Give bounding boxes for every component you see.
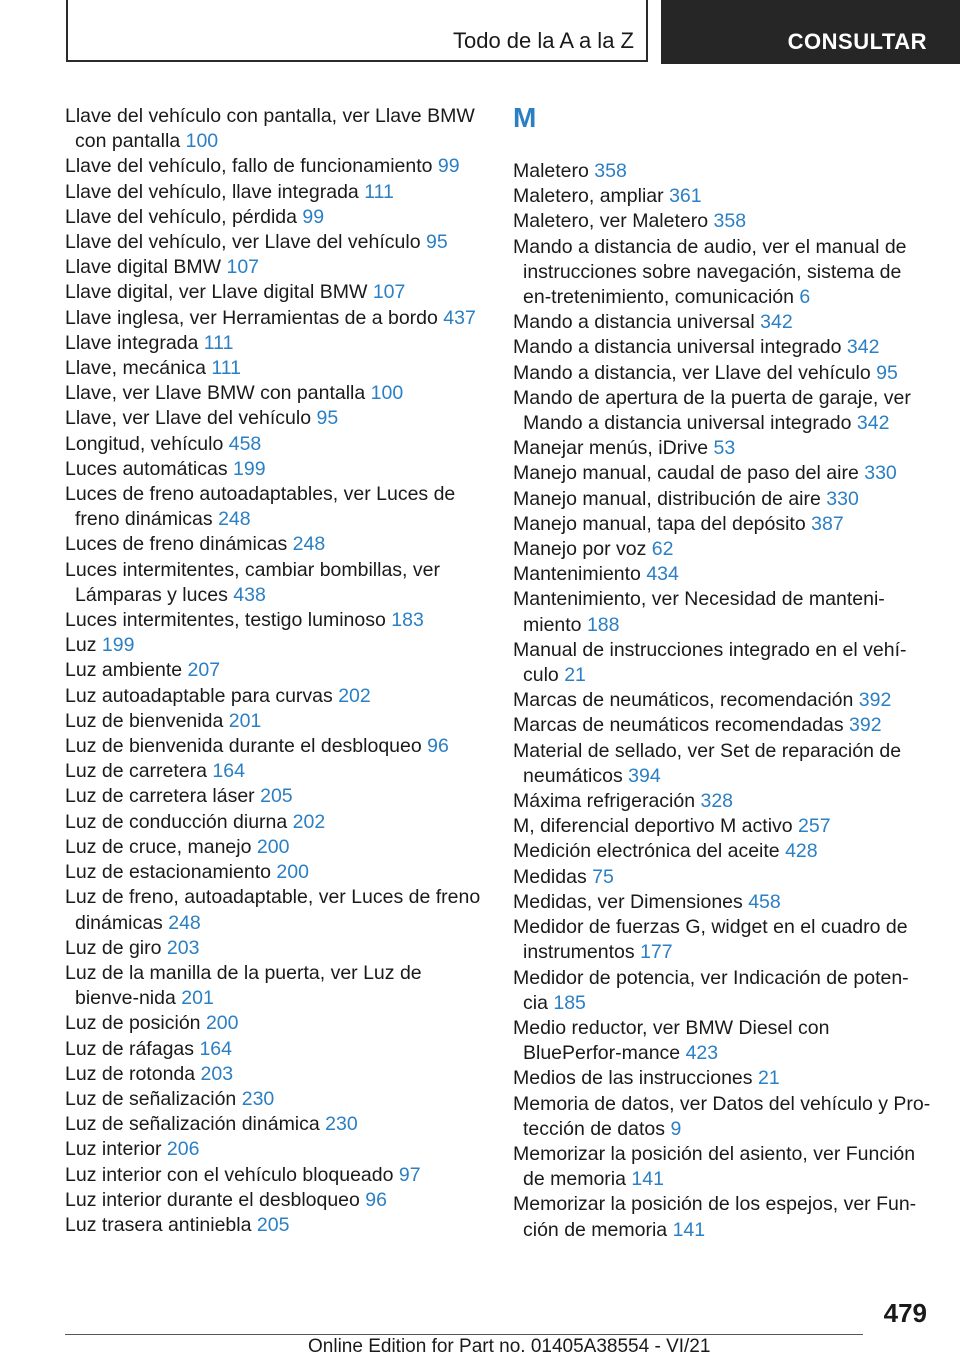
index-entry — [513, 688, 933, 713]
index-entry-page-link[interactable]: 328 — [700, 790, 734, 813]
index-entry-text: Mando a distancia de audio, ver el manual de instrucciones sobre navegación, sistema de en-tretenimiento, comunicación — [513, 235, 907, 309]
index-entry-page-link[interactable]: 458 — [748, 890, 781, 913]
index-entry-page-link[interactable]: 96 — [365, 1188, 387, 1211]
section-tab[interactable] — [661, 0, 960, 64]
index-entry-text: Luces de freno autoadaptables, ver Luces de freno dinámicas — [65, 483, 456, 531]
index-entry-text: Mando de apertura de la puerta de garaje, ver Mando a distancia universal integrado — [513, 386, 911, 435]
index-entry — [65, 356, 485, 381]
index-entry-page-link[interactable]: 394 — [628, 764, 661, 787]
index-entry — [65, 1188, 485, 1213]
index-entry-text: Mantenimiento, ver Necesidad de manteni-miento — [513, 588, 885, 636]
index-entry-text: Medidor de potencia, ver Indicación de poten-cia — [513, 966, 909, 1014]
index-entry-text: Medición electrónica del aceite — [513, 840, 780, 863]
index-entry-text: Llave integrada — [65, 331, 199, 354]
index-entry — [513, 537, 933, 562]
index-entry — [65, 482, 485, 532]
index-entry-page-link[interactable]: 107 — [226, 256, 260, 279]
index-entry — [513, 839, 933, 864]
index-entry-page-link[interactable]: 111 — [364, 180, 394, 203]
index-entry-page-link[interactable]: 330 — [864, 462, 897, 485]
index-entry-page-link[interactable]: 434 — [646, 563, 679, 586]
index-entry — [65, 1137, 485, 1162]
index-entry-page-link[interactable]: 188 — [586, 613, 620, 636]
index-entry-page-link[interactable]: 200 — [276, 861, 309, 884]
index-entry — [65, 104, 485, 154]
index-entry-text: Llave inglesa, ver Herramientas de a bordo — [65, 306, 438, 329]
index-entry-page-link[interactable]: 342 — [856, 412, 890, 435]
index-entry — [513, 335, 933, 360]
index-entry-text: Mando a distancia universal — [513, 311, 755, 334]
index-entry-text: Memoria de datos, ver Datos del vehículo y Pro-tección de datos — [513, 1092, 931, 1140]
index-entry-page-link[interactable]: 95 — [876, 361, 898, 384]
index-entry-page-link[interactable]: 200 — [256, 835, 290, 858]
index-entry — [65, 608, 485, 633]
index-entry — [513, 235, 933, 311]
index-entry-text: Luz de carretera láser — [65, 785, 255, 808]
index-entry-text: Luces intermitentes, testigo luminoso — [65, 609, 386, 632]
index-entry-page-link[interactable]: 392 — [849, 714, 882, 737]
index-entry — [65, 860, 485, 885]
index-entry-page-link[interactable]: 358 — [713, 210, 747, 233]
index-entry-page-link[interactable]: 100 — [370, 382, 404, 405]
index-entry — [513, 461, 933, 486]
index-entry-text: Luz de freno, autoadaptable, ver Luces de freno dinámicas — [65, 886, 481, 934]
index-entry-page-link[interactable]: 248 — [218, 508, 251, 531]
index-entry-page-link[interactable]: 164 — [199, 1037, 232, 1060]
index-tab[interactable] — [66, 0, 648, 62]
index-entry-page-link[interactable]: 111 — [203, 331, 234, 354]
index-entry — [65, 432, 485, 457]
index-entry-text: Llave, ver Llave BMW con pantalla — [65, 382, 366, 405]
index-entry — [65, 684, 485, 709]
index-entry-page-link[interactable]: 205 — [260, 785, 293, 808]
index-entry-text: Memorizar la posición del asiento, ver Función de memoria — [513, 1142, 916, 1191]
index-entry — [65, 154, 485, 179]
index-entry-text: Medidas, ver Dimensiones — [513, 890, 743, 913]
footer-divider — [65, 1334, 863, 1335]
index-entry — [513, 587, 933, 637]
index-entry-text: Luz de cruce, manejo — [65, 835, 252, 858]
index-entry-text: Luz ambiente — [65, 659, 183, 682]
index-entry — [65, 532, 485, 557]
index-entry-text: Llave del vehículo, pérdida — [65, 205, 297, 228]
index-entry — [65, 205, 485, 230]
index-entry-page-link[interactable]: 97 — [398, 1163, 421, 1186]
index-entry-text: Maletero, ver Maletero — [513, 210, 709, 233]
index-entry-page-link[interactable]: 62 — [651, 538, 674, 561]
index-entry-text: Luces automáticas — [65, 457, 228, 480]
index-entry-text: Luz interior — [65, 1138, 162, 1161]
index-entry — [513, 310, 933, 335]
index-entry-page-link[interactable]: 342 — [846, 336, 880, 359]
index-entry — [65, 1112, 485, 1137]
index-entry — [513, 386, 933, 436]
index-entry-page-link[interactable]: 458 — [228, 432, 262, 455]
index-entry-text: Luz de ráfagas — [65, 1037, 195, 1060]
index-entry-page-link[interactable]: 206 — [166, 1138, 200, 1161]
index-entry-page-link[interactable]: 96 — [427, 735, 449, 758]
index-entry — [513, 562, 933, 587]
index-entry-text: Llave digital BMW — [65, 256, 222, 279]
index-entry-text: Llave del vehículo, fallo de funcionamiento — [65, 155, 433, 178]
index-entry-text: Mantenimiento — [513, 563, 641, 586]
index-entry — [65, 633, 485, 658]
index-entry-text: Máxima refrigeración — [513, 790, 696, 813]
index-entry — [65, 406, 485, 431]
index-entry — [65, 1062, 485, 1087]
index-entry-page-link[interactable]: 203 — [200, 1062, 234, 1085]
index-entry-text: Manejo manual, distribución de aire — [513, 487, 821, 510]
index-entry — [65, 784, 485, 809]
index-tab-label: Todo de la A a la Z — [452, 28, 634, 53]
index-entry-page-link[interactable]: 202 — [292, 810, 326, 833]
index-entry-text: Luz de señalización dinámica — [65, 1113, 320, 1136]
index-entry — [65, 381, 485, 406]
index-entry — [513, 209, 933, 234]
index-entry-text: Manejo por voz — [513, 538, 647, 561]
index-entry-text: Llave, ver Llave del vehículo — [65, 407, 312, 430]
index-entry — [513, 739, 933, 789]
index-entry-page-link[interactable]: 53 — [713, 437, 736, 460]
index-entry — [513, 159, 933, 184]
index-entry-text: Llave del vehículo, llave integrada — [65, 180, 359, 203]
index-entry — [513, 512, 933, 537]
index-entry — [65, 1163, 485, 1188]
index-entry — [65, 306, 485, 331]
index-entry — [513, 713, 933, 738]
index-entry-text: Material de sellado, ver Set de reparación de neumáticos — [513, 739, 902, 787]
index-entry-text: Llave del vehículo, ver Llave del vehículo — [65, 231, 421, 254]
index-entry — [513, 436, 933, 461]
index-entry-page-link[interactable]: 164 — [212, 760, 245, 783]
index-entry-text: Luces intermitentes, cambiar bombillas, ver Lámparas y luces — [65, 558, 440, 606]
index-entry-text: Maletero, ampliar — [513, 185, 664, 208]
index-entry-text: Luz trasera antiniebla — [65, 1213, 252, 1236]
index-entry-page-link[interactable]: 438 — [233, 583, 266, 606]
index-entry-page-link[interactable]: 437 — [443, 306, 476, 329]
index-entry-text: Marcas de neumáticos, recomendación — [513, 689, 854, 712]
index-letter-heading: M — [513, 102, 537, 133]
index-entry — [513, 1016, 933, 1066]
index-entry-page-link[interactable]: 6 — [799, 286, 811, 309]
index-entry-page-link[interactable]: 201 — [228, 709, 262, 732]
index-entry-text: Llave, mecánica — [65, 357, 206, 380]
index-entry-page-link[interactable]: 257 — [798, 815, 831, 838]
index-entry-page-link[interactable]: 361 — [669, 185, 702, 208]
index-entry-text: Luz de bienvenida — [65, 709, 224, 732]
index-entry-page-link[interactable]: 95 — [425, 231, 448, 254]
index-entry-text: Manejar menús, iDrive — [513, 437, 709, 460]
index-entry — [65, 734, 485, 759]
index-entry-page-link[interactable]: 75 — [592, 865, 614, 888]
index-entry-page-link[interactable]: 423 — [685, 1042, 719, 1065]
page-number: 479 — [883, 1298, 927, 1328]
index-entry-page-link[interactable]: 111 — [211, 357, 241, 380]
index-entry — [65, 1213, 485, 1238]
index-entry-page-link[interactable]: 100 — [185, 130, 219, 153]
index-entry-page-link[interactable]: 358 — [594, 160, 627, 182]
index-entry-text: Llave digital, ver Llave digital BMW — [65, 281, 368, 304]
index-entry-page-link[interactable]: 21 — [564, 664, 586, 687]
index-entry-text: Luz de conducción diurna — [65, 810, 288, 833]
index-entry — [513, 915, 933, 965]
index-entry-text: Mando a distancia universal integrado — [513, 336, 842, 359]
index-entry — [513, 865, 933, 890]
index-entry — [513, 638, 933, 688]
index-entry-page-link[interactable]: 9 — [670, 1117, 682, 1140]
index-entry-text: Luz de rotonda — [65, 1062, 196, 1085]
footer-edition: Online Edition for Part no. 01405A38554 - VI/21 — [308, 1336, 711, 1357]
index-entry — [513, 1066, 933, 1091]
index-entry — [65, 1037, 485, 1062]
index-entry — [65, 180, 485, 205]
index-entry-page-link[interactable]: 248 — [292, 533, 326, 556]
index-entry-text: Llave del vehículo con pantalla, ver Llave BMW con pantalla — [65, 105, 475, 153]
index-entry-page-link[interactable]: 205 — [256, 1213, 290, 1236]
index-entry — [513, 1192, 933, 1242]
index-entry — [513, 890, 933, 915]
index-entry-text: Mando a distancia, ver Llave del vehículo — [513, 361, 871, 384]
index-entry-page-link[interactable]: 207 — [187, 659, 221, 682]
index-entry-text: M, diferencial deportivo M activo — [513, 815, 793, 838]
section-tab-label: CONSULTAR — [787, 29, 927, 54]
index-column-left — [65, 104, 485, 1238]
index-entry — [513, 1142, 933, 1192]
index-entry-text: Luz de giro — [65, 936, 162, 959]
index-entry-text: Luces de freno dinámicas — [65, 533, 288, 556]
index-entry-text: Marcas de neumáticos recomendadas — [513, 714, 844, 737]
index-entry — [65, 280, 485, 305]
index-entry-text: Luz de posición — [65, 1012, 201, 1035]
index-entry-text: Luz de carretera — [65, 760, 207, 783]
index-entry-page-link[interactable]: 107 — [372, 281, 406, 304]
index-entry-text: Luz de señalización — [65, 1087, 237, 1110]
index-entry-page-link[interactable]: 428 — [785, 840, 818, 863]
index-entry-page-link[interactable]: 230 — [325, 1113, 358, 1136]
index-entry-text: Luz autoadaptable para curvas — [65, 684, 333, 707]
index-entry — [513, 966, 933, 1016]
index-entry-page-link[interactable]: 141 — [672, 1218, 706, 1241]
index-entry-page-link[interactable]: 248 — [168, 911, 201, 934]
index-entry — [65, 1011, 485, 1036]
index-entry — [65, 885, 485, 935]
index-entry-page-link[interactable]: 177 — [640, 941, 673, 964]
index-entry-text: Medidor de fuerzas G, widget en el cuadro de instrumentos — [513, 916, 908, 964]
index-entry-page-link[interactable]: 95 — [316, 407, 339, 430]
index-entry-text: Medios de las instrucciones — [513, 1067, 753, 1090]
page-header — [0, 0, 960, 66]
index-entry — [65, 230, 485, 255]
index-entry-text: Manejo manual, caudal de paso del aire — [513, 462, 859, 485]
index-entry-page-link[interactable]: 201 — [181, 987, 214, 1010]
index-entry — [65, 810, 485, 835]
index-entry — [513, 361, 933, 386]
index-entry — [65, 709, 485, 734]
index-entry-text: Luz de bienvenida durante el desbloqueo — [65, 735, 422, 758]
index-entry-page-link[interactable]: 203 — [166, 936, 200, 959]
index-entry-text: Luz — [65, 634, 97, 657]
index-entry — [65, 255, 485, 280]
index-entry-page-link[interactable]: 199 — [101, 634, 135, 657]
index-entry — [65, 759, 485, 784]
index-entry-page-link[interactable]: 342 — [760, 311, 793, 334]
index-entry-page-link[interactable]: 202 — [338, 684, 371, 707]
index-entry-text: Luz interior durante el desbloqueo — [65, 1188, 360, 1211]
index-entry — [65, 457, 485, 482]
index-entry — [513, 789, 933, 814]
index-entry-text: Maletero — [513, 160, 589, 182]
index-entry-page-link[interactable]: 141 — [631, 1168, 664, 1191]
index-entry — [65, 961, 485, 1011]
index-entry-page-link[interactable]: 199 — [233, 457, 266, 480]
index-entry-text: Luz de estacionamiento — [65, 861, 271, 884]
index-entry-page-link[interactable]: 330 — [826, 487, 859, 510]
index-entry-text: Luz interior con el vehículo bloqueado — [65, 1163, 394, 1186]
index-column-right — [513, 159, 933, 1243]
index-entry-page-link[interactable]: 387 — [811, 512, 844, 535]
index-entry — [65, 835, 485, 860]
index-entry — [513, 814, 933, 839]
index-entry — [513, 1092, 933, 1142]
index-entry — [65, 936, 485, 961]
index-entry-page-link[interactable]: 392 — [858, 689, 892, 712]
index-entry-page-link[interactable]: 21 — [757, 1067, 780, 1090]
index-entry-page-link[interactable]: 200 — [205, 1012, 239, 1035]
index-entry-text: Medidas — [513, 865, 587, 888]
index-entry-text: Manejo manual, tapa del depósito — [513, 512, 806, 535]
index-entry — [65, 331, 485, 356]
index-entry-text: Memorizar la posición de los espejos, ver Fun-ción de memoria — [513, 1193, 917, 1241]
index-entry-page-link[interactable]: 99 — [437, 155, 460, 178]
index-entry-page-link[interactable]: 183 — [391, 609, 424, 632]
index-entry-text: Longitud, vehículo — [65, 432, 224, 455]
index-entry — [65, 658, 485, 683]
index-entry-text: Manual de instrucciones integrado en el vehí-culo — [513, 638, 907, 687]
index-entry-page-link[interactable]: 230 — [241, 1087, 275, 1110]
index-entry — [513, 184, 933, 209]
index-entry-text: Medio reductor, ver BMW Diesel con BluePerfor-mance — [513, 1016, 830, 1065]
index-entry-text: Luz de la manilla de la puerta, ver Luz de bienve-nida — [65, 961, 422, 1010]
index-entry — [513, 487, 933, 512]
index-entry-page-link[interactable]: 99 — [302, 205, 325, 228]
index-entry-page-link[interactable]: 185 — [553, 991, 586, 1014]
index-entry — [65, 1087, 485, 1112]
index-entry — [65, 558, 485, 608]
